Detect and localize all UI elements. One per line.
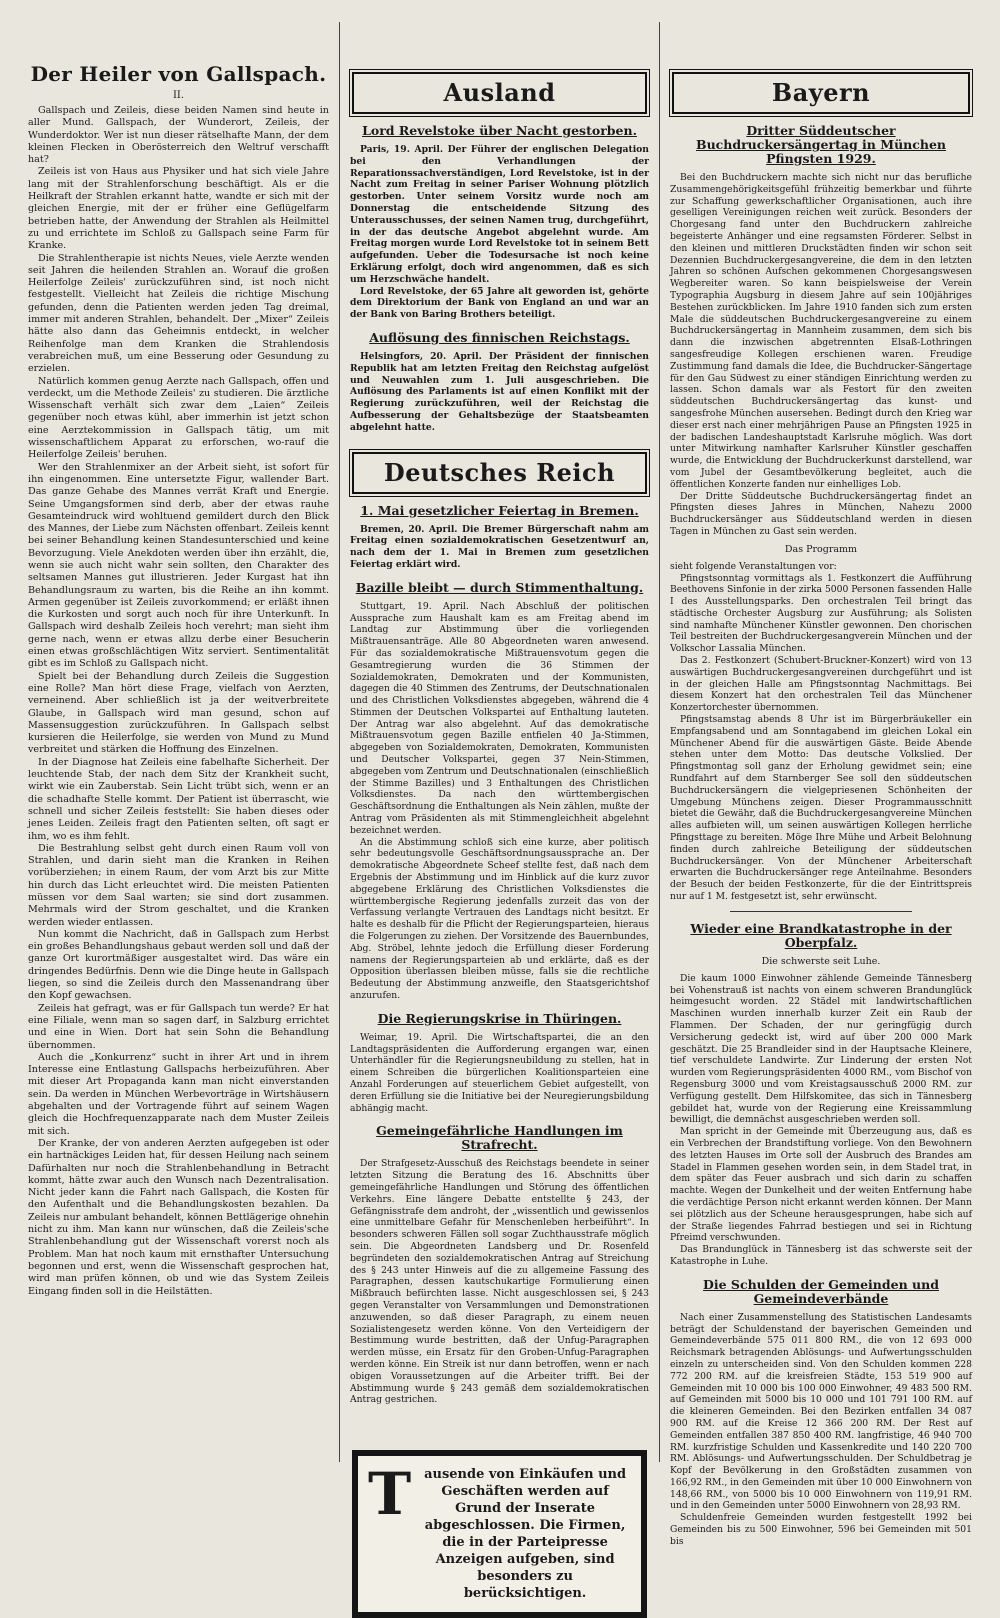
paragraph: Der Kranke, der von anderen Aerzten aufgegeben ist oder ein hartnäckiges Leiden hat, für dessen Heilung nach seinem Dafürhalten nur noch die Strahlenbehandlung in Betracht kommt, hätte zwar auch den Wunsch nach Dezentralisation. Nicht jeder kann die Fahrt nach Gallspach, die Kosten für den Aufenthalt und die Behandlungskosten bezahlen. Da Zeileis nur ambulant behandelt, können Bettlägerige ohnehin nicht zu ihm. Man kann nur wünschen, daß die Zeileis'sche Strahlenbehandlung gut der Wissenschaft vorerst noch als Problem. Man hat noch kaum mit ernsthafter Untersuchung begonnen und erst, wenn die Wissenschaft gesprochen hat, wird man prüfen können, ob und wie das System Zeileis Eingang finden soll in die Heilstätten. <box>28 1137 329 1297</box>
article-title-revelstoke: Lord Revelstoke über Nacht gestorben. <box>362 123 637 138</box>
paragraph: Natürlich kommen genug Aerzte nach Gallspach, offen und verdeckt, um die Methode Zeileis' zu studieren. Die ärztliche Wissenschaft verhält sich zwar dem „Laien“ Zeileis gegenüber noch etwas kühl, aber immerhin ist jetzt schon eine Aerztekommission in Gallspach tätig, um mit wissenschaftlichem Apparat zu erforschen, wo-rauf die Heilerfolge Zeileis' beruhen. <box>28 375 329 461</box>
paragraph: An die Abstimmung schloß sich eine kurze, aber politisch sehr bedeutungsvolle Geschäftsordnungsaussprache an. Der demokratische Abgeordnete Scheef stellte fest, daß nach dem Ergebnis der Abstimmung und im Hinblick auf die kurz zuvor abgegebene Erklärung des Christlichen Volksdienstes die württembergische Regierung jedenfalls zurzeit das von der Verfassung verlangte Vertrauen des Landtags nicht besitzt. Er halte es deshalb für die Pflicht der Regierungsparteien, hieraus die Folgerungen zu ziehen. Der Vorsitzende des Bauernbundes, Abg. Ströbel, lehnte jedoch die Erfüllung dieser Forderung namens der Regierungsparteien ab und erklärte, daß es der Opposition überlassen bleiben müsse, falls sie die rechtliche Bedeutung der Abstimmung anzweifle, den Staatsgerichtshof anzurufen. <box>350 836 649 1002</box>
paragraph: Bremen, 20. April. Die Bremer Bürgerschaft nahm am Freitag einen sozialdemokratischen Gesetzentwurf an, nach dem der 1. Mai in Bremen zum gesetzlichen Feiertag erklärt wird. <box>350 523 649 570</box>
advertisement-box <box>352 1450 647 1618</box>
program-heading: Das Programm <box>784 543 858 555</box>
divider-rule <box>730 911 911 912</box>
paragraph: Weimar, 19. April. Die Wirtschaftspartei, die an den Landtagspräsidenten die Aufforderung ergangen war, einen Unterhändler für die Regierungsneubildung zu stellen, hat in einem Schreiben die bürgerlichen Koalitionsparteien eine Anzahl Forderungen auf steuerlichem Gebiet aufgestellt, von deren Erfüllung sie die Initiative bei der Neuregierungsbildung abhängig macht. <box>350 1031 649 1114</box>
paragraph: In der Diagnose hat Zeileis eine fabelhafte Sicherheit. Der leuchtende Stab, der nach dem Sitz der Krankheit sucht, wirkt wie ein Zauberstab. Sein Licht trübt sich, wenn er an die schadhafte Stelle kommt. Der Patient ist überrascht, wie schnell und sicher Zeileis feststellt: Sie haben dieses oder jenes Leiden. Zeileis fragt den Patienten selten, oft sagt er ihm, wo es ihm fehlt. <box>28 756 329 842</box>
paragraph: Helsingfors, 20. April. Der Präsident der finnischen Republik hat am letzten Freitag den Reichstag aufgelöst und Neuwahlen zum 1. Juli ausgeschrieben. Die Auflösung des Parlaments ist auf einen Konflikt mit der Regierung zurückzuführen, weil der Reichstag die Aufbesserung der Gehaltsbezüge der Staatsbeamten abgelehnt hatte. <box>350 350 649 433</box>
paragraph: Zeileis ist von Haus aus Physiker und hat sich viele Jahre lang mit der Strahlenforschung beschäftigt. Als er die Heilkraft der Strahlen erkannt hatte, wandte er sich mit der gleichen Energie, mit der er früher eine Geflügelfarm betrieben hatte, der Anwendung der Strahlen als Heilmittel zu und errichtete im Schloß zu Gallspach seine Farm für Kranke. <box>28 166 329 252</box>
section-header-ausland: Ausland <box>352 72 647 114</box>
paragraph: Bei den Buchdruckern machte sich nicht nur das berufliche Zusammengehörigkeitsgefühl frühzeitig bemerkbar und führte zur Schaffung gewerkschaftlicher Organisationen, auch ihre geselligen Vereinigungen reichen weit zurück. Besonders der Chorgesang fand unter den Buchdruckern zahlreiche begeisterte Anhänger und eine regsamsten Förderer. Selbst in den kleinen und mittleren Druckstädten finden wir schon seit Dezennien Buchdruckergesangvereine, die dem in den letzten Jahren so schönen Aufschen gekommenen Chorgesangswesen Wegbereiter waren. So kann beispielsweise der Verein Typographia Augsburg in diesem Jahre auf sein 100jähriges Bestehen zurückblicken. Im Jahre 1910 fanden sich zum ersten Male die süddeutschen Buchdruckergesangvereine zu einem Buchdruckersängertag in Mannheim zusammen, dem sich bis dann die inzwischen abgetrennten Elsaß-Lothringen sangesfreudige Kollegen erschienen waren. Freudige Zustimmung fand damals die Idee, die Buchdrucker-Sängertage für den Gau Südwest zu einer ständigen Einrichtung werden zu lassen. Schon damals war als Festort für den zweiten süddeutschen Buchdruckersängertag das kunst- und sangesfrohe München ausersehen. Bedingt durch den Krieg war dieser erst nach einer mehrjährigen Pause an Pfingsten 1925 in der badischen Landeshauptstadt Karlsruhe möglich. Was dort unter Mitwirkung namhafter Karlsruher Künstler geschaffen wurde, die Entwicklung der Buchdruckerkunst darstellend, war vom Jubel der Gesamtbevölkerung begleitet, auch die öffentlichen Konzerte fanden nur einhelliges Lob. <box>670 172 972 490</box>
paragraph: Nach einer Zusammenstellung des Statistischen Landesamts beträgt der Schuldenstand der bayerischen Gemeinden und Gemeindeverbände 575 011 800 RM., die von 12 693 000 Reichsmark betragenden Ablösungs- und Aufwertungsschulden einzeln zu unterscheiden sind. Von den Schulden kommen 228 772 200 RM. auf die kreisfreien Städte, 153 519 900 auf Gemeinden mit 10 000 bis 100 000 Einwohner, 49 483 500 RM. auf Gemeinden mit 5000 bis 10 000 und 101 791 100 RM. auf die kleineren Gemeinden. Bei den Bezirken entfallen 34 087 900 RM. auf die Kreise 12 366 200 RM. Der Rest auf Gemeinden entfallen 387 850 400 RM. langfristige, 46 940 700 RM. kurzfristige Schulden und Kassenkredite und 140 220 700 RM. Ablösungs- und Aufwertungsschulden. Der Schuldbetrag je Kopf der Bevölkerung in den Großstädten zusammen von 166,92 RM., in den Gemeinden mit über 10 000 Einwohnern von 148,66 RM., von 5000 bis 10 000 Einwohnern von 119,91 RM. und in den Gemeinden unter 5000 Einwohnern von 28,93 RM. <box>670 1311 972 1512</box>
article-title-brand: Wieder eine Brandkatastrophe in der Oberpfalz. <box>690 920 952 950</box>
paragraph: Der Dritte Süddeutsche Buchdruckersängertag findet an Pfingsten dieses Jahres in München, Nahezu 2000 Buchdruckersänger aus Süddeutschland werden in diesen Tagen in München zu Gast sein werden. <box>670 490 972 537</box>
program-intro: sieht folgende Veranstaltungen vor: <box>670 560 837 572</box>
program-body <box>670 573 972 903</box>
advertisement-initial: T <box>368 1460 412 1529</box>
article-body-saengertag <box>670 172 972 538</box>
article-body-bazille <box>350 601 649 1002</box>
column-middle <box>340 22 660 1602</box>
article-title-finnland: Auflösung des finnischen Reichstags. <box>369 329 630 345</box>
advertisement-text: ausende von Einkäufen und Geschäften werden auf Grund der Inserate abgeschlossen. Die Firmen, die in der Parteipresse Anzeigen aufgeben, sind besonders zu berücksichtigen. <box>424 1467 627 1602</box>
paragraph: Lord Revelstoke, der 65 Jahre alt geworden ist, gehörte dem Direktorium der Bank von England an und war an der Bank von Baring Brothers beteiligt. <box>350 285 649 321</box>
paragraph: Die Strahlentherapie ist nichts Neues, viele Aerzte wenden seit Jahren die heilenden Strahlen an. Worauf die großen Heilerfolge Zeileis' zurückzuführen sind, ist noch nicht festgestellt. Vielleicht hat Zeileis die richtige Mischung gefunden, denn die Patienten werden jeden Tag dreimal, immer mit anderen Strahlen, behandelt. Der „Mixer“ Zeileis hätte also dann das Geheimnis entdeckt, in welcher Reihenfolge man dem Kranken die Strahlendosis verabreichen muß, um eine Besserung oder Gesundung zu erzielen. <box>28 252 329 375</box>
article-title-schulden: Die Schulden der Gemeinden und Gemeindeverbände <box>703 1276 939 1306</box>
column-right <box>660 22 982 1547</box>
paragraph: Das Brandunglück in Tännesberg ist das schwerste seit der Katastrophe in Luhe. <box>670 1244 972 1267</box>
paragraph: Pfingstsonntag vormittags als 1. Festkonzert die Aufführung Beethovens Sinfonie in der zirka 5000 Personen fassenden Halle I des Ausstellungsparks. Den orchestralen Teil bringt das städtische Orchester Augsburg zur Ausführung; als Solisten sind namhafte Münchener Künstler gewonnen. Den chorischen Teil bestreiten der Buchdruckergesangverein München und der Volkschor Lassalia München. <box>670 572 972 655</box>
article-body-strafrecht <box>350 1158 649 1406</box>
article-body-brand <box>670 973 972 1268</box>
article-body-revelstoke <box>350 144 649 321</box>
article-part-number: II. <box>172 90 185 101</box>
article-title-heiler: Der Heiler von Gallspach. <box>30 62 327 86</box>
paragraph: Spielt bei der Behandlung durch Zeileis die Suggestion eine Rolle? Man hört diese Frage, vielfach von Aerzten, verneinend. Aber schließlich ist ja der weitverbreitete Glaube, in Gallspach wird man gesund, schon auf Massensuggestion zurückzuführen. In Gallspach selbst kursieren die Heilerfolge, sie werden von Mund zu Mund verbreitet und stärken die Hoffnung des Einzelnen. <box>28 670 329 756</box>
paragraph: Die kaum 1000 Einwohner zählende Gemeinde Tännesberg bei Vohenstrauß ist nachts von einem schweren Brandunglück heimgesucht worden. 22 Städel mit landwirtschaftlichen Maschinen wurden innerhalb kurzer Zeit ein Raub der Flammen. Der Schaden, der nur geringfügig durch Versicherung gedeckt ist, wird auf über 200 000 Mark geschätzt. Die 25 Brandleider sind in der Hauptsache Kleinere, tief verschuldete Landwirte. Zur Linderung der ersten Not wurden vom Regierungspräsidenten 4000 RM., vom Bischof von Regensburg 3000 und vom Kreistagsausschuß 2000 RM. zur Verfügung gestellt. Dem Hilfskomitee, das sich in Tännesberg gebildet hat, wurde von der Regierung eine Kreissammlung bewilligt, die demnächst ausgeschrieben werden soll. <box>670 972 972 1126</box>
advertisement-inner <box>358 1456 641 1612</box>
paragraph: Auch die „Konkurrenz“ sucht in ihrer Art und in ihrem Interesse eine Entlastung Gallspachs herbeizuführen. Aber mit dieser Art Propaganda kann man nicht einverstanden sein. Da werden in München Werbevorträge in Wirtshäusern abgehalten und der Vortragende führt auf seinem Wagen gleich die Hochfrequenzapparate nach dem Muster Zeileis mit sich. <box>28 1051 329 1137</box>
article-body-schulden <box>670 1312 972 1548</box>
article-title-saengertag: Dritter Süddeutscher Buchdruckersängertag in München Pfingsten 1929. <box>696 123 946 166</box>
article-title-bremen: 1. Mai gesetzlicher Feiertag in Bremen. <box>360 502 639 518</box>
paragraph: Wer den Strahlenmixer an der Arbeit sieht, ist sofort für ihn eingenommen. Eine untersetzte Figur, wallender Bart. Das ganze Gehabe des Mannes verrät Kraft und Energie. Seine Umgangsformen sind derb, aber der etwas rauhe Gesamteindruck wird wohltuend gemildert durch den Blick des Mannes, der Liebe zum Nächsten offenbart. Zeileis kennt bei seiner Behandlung keinen Standesunterschied und keine Bevorzugung. Viele Anekdoten werden über ihn erzählt, die, wenn sie auch nicht wahr sein sollten, den Charakter des seltsamen Mannes gut illustrieren. Jeder Kurgast hat ihn Behandlungsraum zu warten, bis die Reihe an ihn kommt. Armen gegenüber ist Zeileis zuvorkommend; er erläßt ihnen die Kurkosten und sorgt auch noch für ihre Unterkunft. In Gallspach wird deshalb Zeileis hoch verehrt; man sieht ihm gerne nach, wenn er etwas allzu derbe einer Besucherin einen etwas großschlächtigen Witz serviert. Sentimentalität gibt es im Schloß zu Gallspach nicht. <box>28 461 329 670</box>
paragraph: Paris, 19. April. Der Führer der englischen Delegation bei den Verhandlungen der Reparationssachverständigen, Lord Revelstoke, ist in der Nacht zum Freitag in seiner Pariser Wohnung plötzlich gestorben. Unter seinem Vorsitz wurde noch am Donnerstag die entscheidende Sitzung des Unterausschusses, der seinen Namen trug, durchgeführt, in der das deutsche Angebot abgelehnt wurde. Am Freitag morgen wurde Lord Revelstoke tot in seinem Bett aufgefunden. Ueber die Todesursache ist noch keine Erklärung erfolgt, doch wird angenommen, daß es sich um Herzschwäche handelt. <box>350 144 649 285</box>
article-title-bazille: Bazille bleibt — durch Stimmenthaltung. <box>355 579 644 595</box>
section-header-deutsches-reich: Deutsches Reich <box>352 452 647 494</box>
section-header-bayern: Bayern <box>672 72 970 114</box>
article-subtitle-brand: Die schwerste seit Luhe. <box>761 955 881 967</box>
paragraph: Die Bestrahlung selbst geht durch einen Raum voll von Strahlen, und darin sieht man die Kranken in Reihen vorüberziehen; in einem Raum, der vom Arzt bis zur Mitte hin durch das Licht erleuchtet wird. Die meisten Patienten müssen vor dem Saal warten; sie sind dort zusammen. Mehrmals wird der Strom geschaltet, und die Kranken werden wieder entlassen. <box>28 842 329 928</box>
paragraph: Gallspach und Zeileis, diese beiden Namen sind heute in aller Mund. Gallspach, der Wunderort, Zeileis, der Wunderdoktor. Wer ist nun dieser rätselhafte Mann, der dem kleinen Flecken in Oberösterreich den Weltruf verschafft hat? <box>28 105 329 166</box>
paragraph: Schuldenfreie Gemeinden wurden festgestellt 1992 bei Gemeinden bis zu 500 Einwohner, 596 bei Gemeinden mit 501 bis <box>670 1512 972 1547</box>
column-left <box>18 22 340 1462</box>
article-body-thueringen <box>350 1032 649 1115</box>
paragraph: Stuttgart, 19. April. Nach Abschluß der politischen Aussprache zum Haushalt kam es am Freitag abend im Landtag zur Abstimmung über die vorliegenden Mißtrauensanträge. Alle 80 Abgeordneten waren anwesend. Für das sozialdemokratische Mißtrauensvotum gegen die Gesamtregierung wurden die 36 Stimmen der Sozialdemokraten, Demokraten und der Kommunisten, dagegen die 40 Stimmen des Zentrums, der Deutschnationalen und des Christlichen Volksdienstes abgegeben, während die 4 Stimmen der Deutschen Volkspartei auf Enthaltung lauteten. Der Antrag war also abgelehnt. Auf das demokratische Mißtrauensvotum gegen Bazille entfielen 40 Ja-Stimmen, abgegeben von Sozialdemokraten, Demokraten, Kommunisten und Deutscher Volkspartei, gegen 37 Nein-Stimmen, abgegeben vom Zentrum und Deutschnationalen (einschließlich der Stimme Bazilles) und 3 Enthaltungen des Christlichen Volksdienstes. Da nach den württembergischen Geschäftsordnung die Enthaltungen als Nein zählen, mußte der Antrag vom Präsidenten als mit Stimmengleichheit abgelehnt bezeichnet werden. <box>350 600 649 836</box>
article-body-finnland <box>350 351 649 434</box>
paragraph: Zeileis hat gefragt, was er für Gallspach tun werde? Er hat eine Filiale, wenn man so sagen darf, in Salzburg errichtet und eine in Wien. Dort hat sein Sohn die Behandlung übernommen. <box>28 1002 329 1051</box>
columns <box>18 22 982 1602</box>
article-body-heiler <box>28 105 329 1298</box>
paragraph: Nun kommt die Nachricht, daß in Gallspach zum Herbst ein großes Behandlungshaus gebaut werden soll und daß der ganze Ort kurortmäßiger ausgestaltet wird. Das wäre ein dringendes Bedürfnis. Denn wie die Dinge heute in Gallspach liegen, so sind die Zeileis durch den Massenandrang über den Kopf gewachsen. <box>28 928 329 1002</box>
paragraph: Der Strafgesetz-Ausschuß des Reichstags beendete in seiner letzten Sitzung die Beratung des 16. Abschnitts über gemeingefährliche Handlungen und Störung des öffentlichen Verkehrs. Eine längere Debatte entstellte § 243, der Gefängnisstrafe dem androht, der „wissentlich und gewissenlos eine unmittelbare Gefahr für Menschenleben herbeiführt“. In besonders schweren Fällen soll sogar Zuchthausstrafe möglich sein. Die Abgeordneten Landsberg und Dr. Rosenfeld begründeten den sozialdemokratischen Antrag auf Streichung des § 243 unter Hinweis auf die zu allgemeine Fassung des Paragraphen, dessen kautschukartige Formulierung einen Mißbrauch befürchten lasse. Nicht ausgeschlossen sei, § 243 gegen Veranstalter von Versammlungen und Demonstrationen anzuwenden, so daß dieser Paragraph, zu einem neuen Sozialistengesetz werden könne. Von den Verteidigern der Bestimmung wurde bestritten, daß der Unfug-Paragraphen werden müsse, ein Ersatz für den Groben-Unfug-Paragraphen werden könne. Ein Streik ist nur dann betroffen, wenn er nach obigen Voraussetzungen auf die Arbeiter trifft. Bei der Abstimmung wurde § 243 gemäß dem sozialdemokratischen Antrag gestrichen. <box>350 1158 649 1406</box>
paragraph: Das 2. Festkonzert (Schubert-Bruckner-Konzert) wird von 13 auswärtigen Buchdruckergesangvereinen durchgeführt und ist in der gleichen Halle am Pfingstsonntag Nachmittags. Bei diesem Konzert hat den orchestralen Teil das Münchener Konzertorchester übernommen. <box>670 655 972 714</box>
article-body-bremen <box>350 524 649 571</box>
paragraph: Man spricht in der Gemeinde mit Überzeugung aus, daß es ein Verbrechen der Brandstiftung vorliege. Von den Bewohnern des letzten Hauses im Orte soll der Ausbruch des Brandes am Stadel in Flammen gesehen worden sein, in dem Stadel trat, in dem später das Feuer ausbrach und sich darin zu schaffen machte. Wegen der Dunkelheit und der weiten Entfernung habe die verdächtige Person nicht erkannt werden können. Der Mann sei plötzlich aus der Scheune herausgesprungen, habe sich auf der Straße liegendes Fahrrad bestiegen und sei in Richtung Pfreimd verschwunden. <box>670 1126 972 1244</box>
paragraph: Pfingstsamstag abends 8 Uhr ist im Bürgerbräukeller ein Empfangsabend und am Sonntagabend im gleichen Lokal ein Münchener Abend für die auswärtigen Gäste. Beide Abende stehen unter dem Motto: Das deutsche Volkslied. Der Pfingstmontag soll ganz der Erholung gewidmet sein; eine Rundfahrt auf dem Starnberger See soll den süddeutschen Buchdruckersängern die vielgepriesenen Schönheiten der Umgebung Münchens zeigen. Dieser Programmausschnitt bietet die Gewähr, daß die Buchdruckergesangvereine München alles aufbieten will, um seinen auswärtigen Kollegen herrliche Pfingsttage zu bereiten. Möge Ihre Mühe und Arbeit Belohnung finden durch zahlreiche Beteiligung der süddeutschen Buchdruckersänger. Von der Münchener Arbeiterschaft erwarten die Buchdruckersänger rege Anteilnahme. Besonders der Besuch der beiden Festkonzerte, für die der Eintrittspreis nur auf 1 M. festgesetzt ist, sehr erwünscht. <box>670 714 972 903</box>
article-title-strafrecht: Gemeingefährliche Handlungen im Strafrecht. <box>376 1123 623 1153</box>
article-title-thueringen: Die Regierungskrise in Thüringen. <box>377 1010 622 1026</box>
